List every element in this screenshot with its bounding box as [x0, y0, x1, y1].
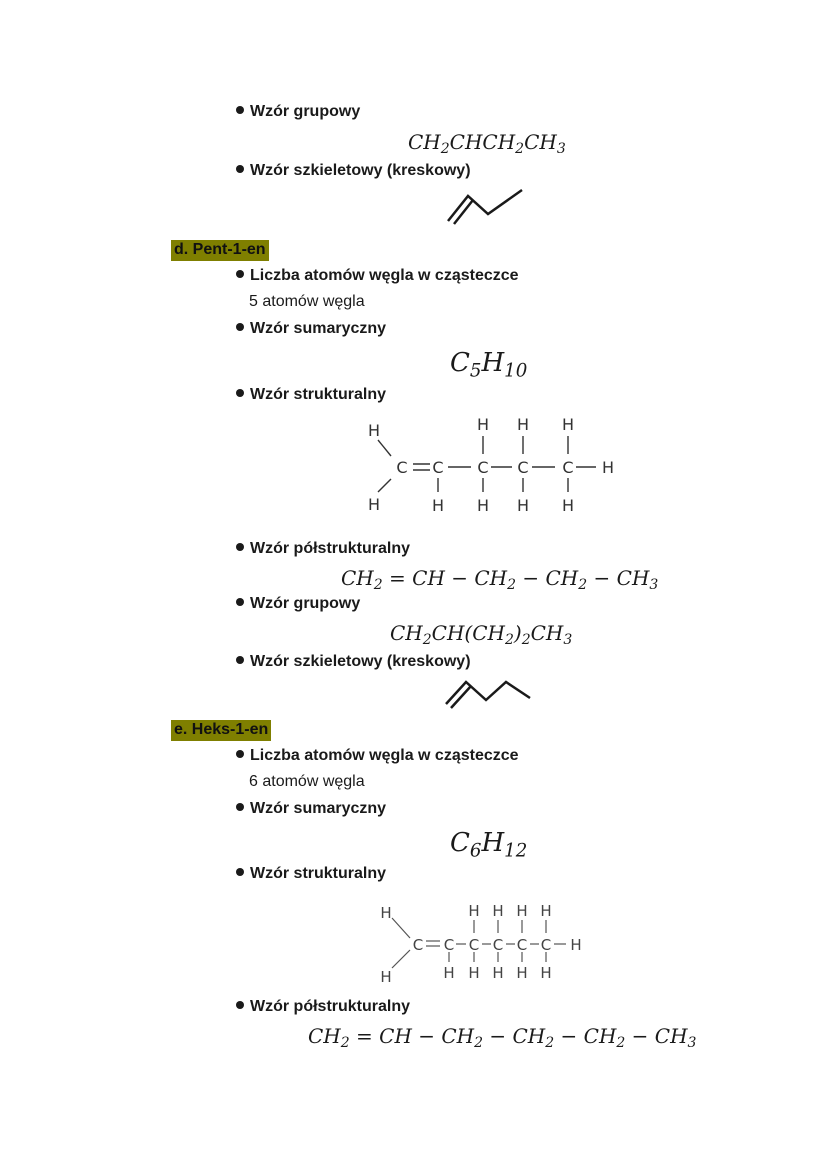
group-formula-label: Wzór grupowy: [236, 595, 360, 613]
atom-h: H: [540, 964, 552, 982]
semi-structural-formula: $CH_2$ = CH − $CH_2 - CH_2 - CH_2 - CH_3$: [308, 1024, 697, 1052]
bullet-icon: [236, 106, 244, 114]
group-formula: $CH_2CH(CH_2)_2CH_3$: [390, 621, 573, 649]
atom-c: C: [540, 936, 552, 954]
atom-h: H: [443, 964, 455, 982]
atom-h: H: [561, 496, 575, 515]
atom-h: H: [367, 421, 381, 440]
atom-h: H: [516, 902, 528, 920]
atom-c: C: [412, 936, 424, 954]
group-formula-label: Wzór grupowy: [236, 103, 360, 121]
bullet-icon: [236, 270, 244, 278]
section-heading-pentene: d. Pent-1-en: [171, 240, 269, 261]
atom-h: H: [492, 964, 504, 982]
atom-h: H: [561, 415, 575, 434]
section-heading-hexene: e. Heks-1-en: [171, 720, 271, 741]
molecular-formula: $C_6H_{12}$: [450, 828, 528, 862]
bullet-icon: [236, 1001, 244, 1009]
molecular-formula: $C_5H_{10}$: [450, 348, 528, 382]
atom-h: H: [492, 902, 504, 920]
molecular-formula-label: Wzór sumaryczny: [236, 800, 386, 818]
structural-formula-label: Wzór strukturalny: [236, 386, 386, 404]
atom-c: C: [562, 458, 574, 477]
bullet-icon: [236, 750, 244, 758]
structural-formula-pentene: [360, 412, 630, 522]
atom-c: C: [492, 936, 504, 954]
skeletal-formula-butene: [440, 186, 530, 231]
atom-h: H: [380, 968, 392, 986]
atom-c: C: [396, 458, 408, 477]
atom-h: H: [540, 902, 552, 920]
atom-h: H: [570, 936, 582, 954]
bullet-icon: [236, 803, 244, 811]
atom-h: H: [516, 496, 530, 515]
structural-formula-label: Wzór strukturalny: [236, 865, 386, 883]
bullet-icon: [236, 165, 244, 173]
atom-h: H: [516, 964, 528, 982]
bullet-icon: [236, 543, 244, 551]
bullet-icon: [236, 323, 244, 331]
carbon-count-value: 6 atomów węgla: [249, 773, 365, 790]
atom-h: H: [431, 496, 445, 515]
molecular-formula-label: Wzór sumaryczny: [236, 320, 386, 338]
atom-c: C: [443, 936, 455, 954]
atom-h: H: [468, 964, 480, 982]
atom-c: C: [468, 936, 480, 954]
structural-formula-hexene: [370, 898, 610, 990]
atom-h: H: [601, 458, 615, 477]
atom-h: H: [516, 415, 530, 434]
atom-c: C: [516, 936, 528, 954]
skeletal-formula-label: Wzór szkieletowy (kreskowy): [236, 653, 471, 671]
group-formula: $CH_2CHCH_2CH_3$: [408, 130, 566, 158]
atom-c: C: [477, 458, 489, 477]
atom-h: H: [468, 902, 480, 920]
atom-h: H: [476, 415, 490, 434]
carbon-count-value: 5 atomów węgla: [249, 293, 365, 310]
atom-c: C: [517, 458, 529, 477]
atom-c: C: [432, 458, 444, 477]
bullet-icon: [236, 389, 244, 397]
atom-h: H: [380, 904, 392, 922]
skeletal-formula-label: Wzór szkieletowy (kreskowy): [236, 162, 471, 180]
semi-structural-formula-label: Wzór półstrukturalny: [236, 998, 410, 1016]
carbon-count-label: Liczba atomów węgla w cząsteczce: [236, 267, 519, 285]
atom-h: H: [367, 495, 381, 514]
semi-structural-formula-label: Wzór półstrukturalny: [236, 540, 410, 558]
atom-h: H: [476, 496, 490, 515]
bullet-icon: [236, 598, 244, 606]
carbon-count-label: Liczba atomów węgla w cząsteczce: [236, 747, 519, 765]
bullet-icon: [236, 656, 244, 664]
bullet-icon: [236, 868, 244, 876]
semi-structural-formula: $CH_2$ = CH − $CH_2 - CH_2 - CH_3$: [341, 566, 659, 594]
skeletal-formula-pentene: [440, 676, 540, 711]
